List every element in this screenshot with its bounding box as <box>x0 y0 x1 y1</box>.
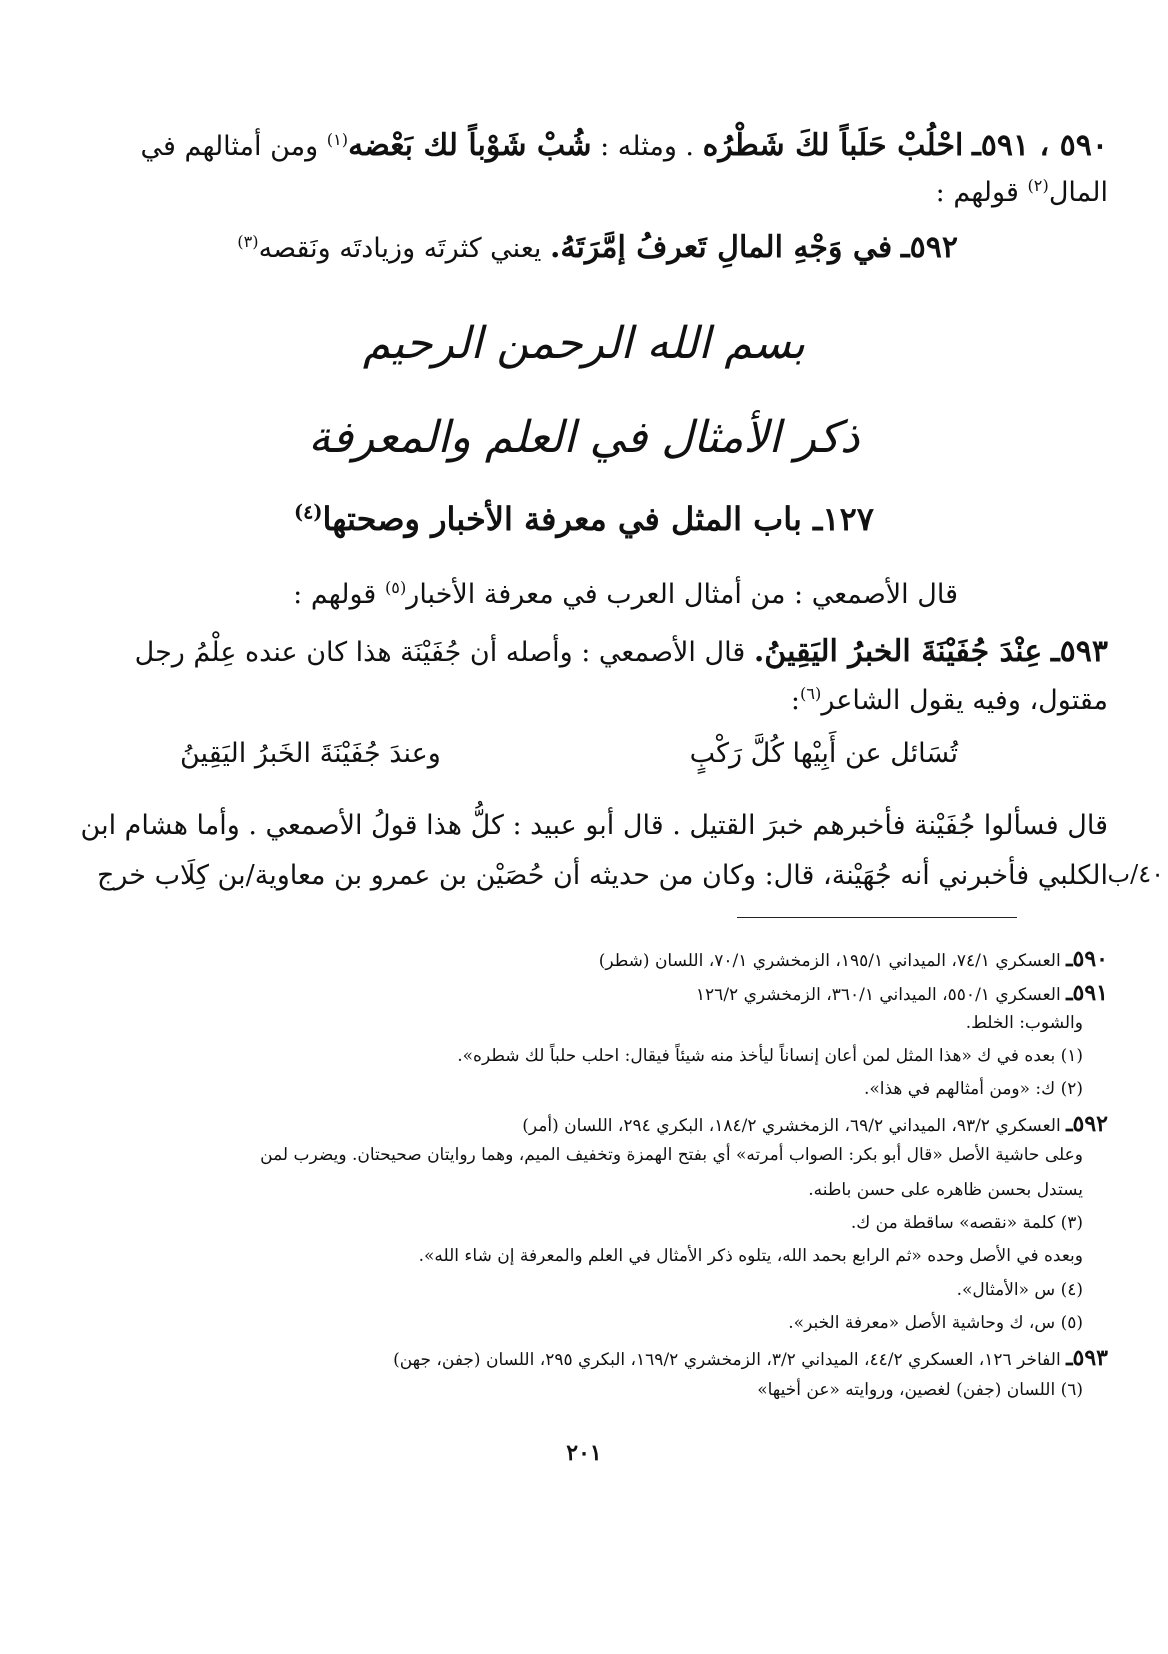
footnote-text: الفاخر ١٢٦، العسكري ٤٤/٢، الميداني ٣/٢، الزمخشري ١٦٩/٢، البكري ٢٩٥، اللسان (جفن، جهن) <box>393 1350 1061 1370</box>
footnote-shawb: والشوب: الخلط. <box>965 1013 1083 1033</box>
footnote-text: العسكري ٩٣/٢، الميداني ٦٩/٢، الزمخشري ١٨٤/٢، البكري ٢٩٤، اللسان (أمر) <box>522 1116 1061 1136</box>
footnote-3: (٣) كلمة «نقصه» ساقطة من ك. <box>850 1213 1083 1233</box>
proverb-text: احْلُبْ حَلَباً لكَ شَطْرُه <box>702 128 964 163</box>
footnote-593 <box>393 1345 1108 1371</box>
footnote-separator <box>737 917 1017 918</box>
footnote-text: العسكري ٧٤/١، الميداني ١٩٥/١، الزمخشري ٧٠/١، اللسان (شطر) <box>598 951 1061 971</box>
text: قولهم : <box>293 579 377 610</box>
paragraph-593-line2 <box>791 684 1108 716</box>
footnote-ref: (٢) <box>1027 176 1049 195</box>
footnote-ref: (٥) <box>384 578 407 597</box>
footnote-4: (٤) س «الأمثال». <box>956 1280 1083 1300</box>
footnote-text: العسكري ٥٥٠/١، الميداني ٣٦٠/١، الزمخشري ١٢٦/٢ <box>695 985 1061 1005</box>
footnote-6: (٦) اللسان (جفن) لغصين، وروايته «عن أخيها» <box>757 1380 1083 1400</box>
text: المال <box>1048 177 1108 208</box>
paragraph-asmai <box>293 578 958 610</box>
footnote-hashiya-cont: يستدل بحسن ظاهره على حسن باطنه. <box>808 1180 1083 1200</box>
chapter-heading <box>0 500 1168 538</box>
section-title: ذكر الأمثال في العلم والمعرفة <box>308 412 860 463</box>
text: قال الأصمعي : وأصله أن جُفَيْنَة هذا كان عنده عِلْمُ رجل <box>134 637 746 668</box>
footnote-3-cont: وبعده في الأصل وحده «ثم الرابع بحمد الله، يتلوه ذكر الأمثال في العلم والمعرفة إن شاء الله». <box>418 1246 1083 1266</box>
footnote-ref: (٤) <box>294 500 323 524</box>
proverb-text: شُبْ شَوْباً لك بَعْضه <box>348 128 592 163</box>
paragraph-590-line1 <box>141 128 1108 163</box>
paragraph-590-line2 <box>936 176 1108 208</box>
footnote-1: (١) بعده في ك «هذا المثل لمن أعان إنساناً ليأخذ منه شيئاً فيقال: احلب حلباً لك شطره». <box>457 1046 1083 1066</box>
margin-folio-note: ٤٠/ب <box>1107 860 1164 888</box>
chapter-title: ١٢٧ـ باب المثل في معرفة الأخبار وصحتها <box>322 500 874 538</box>
basmala: بسم الله الرحمن الرحيم <box>362 318 806 369</box>
footnote-entry-number: ٥٩٠ـ <box>1066 946 1108 972</box>
paragraph-narrative-line2: الكلبي فأخبرني أنه جُهَيْنة، قال: وكان من حديثه أن حُصَيْن بن عمرو بن معاوية/بن كِلَاب خرج <box>96 860 1108 891</box>
entry-number: ٥٩٢ـ <box>900 230 958 265</box>
footnote-590 <box>599 946 1108 972</box>
text: يعني كثرتَه وزيادتَه ونَقصه <box>258 233 542 264</box>
footnote-ref: (٦) <box>799 684 822 703</box>
footnote-hashiya: وعلى حاشية الأصل «قال أبو بكر: الصواب أمرته» أي بفتح الهمزة وتخفيف الميم، وهما روايتان صحيحتان. ويضرب لمن <box>260 1145 1083 1165</box>
text: مقتول، وفيه يقول الشاعر <box>821 685 1108 716</box>
paragraph-592 <box>237 230 958 265</box>
text: قولهم : <box>935 177 1019 208</box>
entry-number: ٥٩٠ ، ٥٩١ـ <box>971 128 1108 163</box>
paragraph-narrative-line1: قال فسألوا جُفَيْنة فأخبرهم خبرَ القتيل . قال أبو عبيد : كلُّ هذا قولُ الأصمعي . وأما هشام ابن <box>80 810 1108 841</box>
footnote-5: (٥) س، ك وحاشية الأصل «معرفة الخبر». <box>788 1313 1083 1333</box>
text: : <box>790 685 800 716</box>
verse-first-hemistich: تُسَائل عن أَبِيْها كُلَّ رَكْبٍ <box>689 738 958 769</box>
footnote-entry-number: ٥٩١ـ <box>1066 980 1108 1006</box>
text: ومن أمثالهم في <box>140 131 319 162</box>
footnote-591 <box>696 980 1108 1006</box>
verse-second-hemistich: وعندَ جُفَيْنَةَ الخَبرُ اليَقِينُ <box>180 738 441 769</box>
page-number: ٢٠١ <box>566 1440 602 1466</box>
entry-number: ٥٩٣ـ <box>1050 634 1108 669</box>
text: قال الأصمعي : من أمثال العرب في معرفة الأخبار <box>406 579 958 610</box>
footnote-entry-number: ٥٩٢ـ <box>1066 1111 1108 1137</box>
footnote-ref: (٣) <box>237 232 259 251</box>
footnote-2: (٢) ك: «ومن أمثالهم في هذا». <box>863 1079 1083 1099</box>
text: . ومثله : <box>600 131 695 162</box>
proverb-text: في وَجْهِ المالِ تَعرفُ إمَّرَتَهُ. <box>549 230 893 265</box>
paragraph-593-line1 <box>135 634 1108 669</box>
footnote-entry-number: ٥٩٣ـ <box>1066 1345 1108 1371</box>
footnote-592 <box>522 1111 1108 1137</box>
footnote-ref: (١) <box>326 130 349 149</box>
proverb-text: عِنْدَ جُفَيْنَةَ الخبرُ اليَقِينُ. <box>753 634 1043 669</box>
